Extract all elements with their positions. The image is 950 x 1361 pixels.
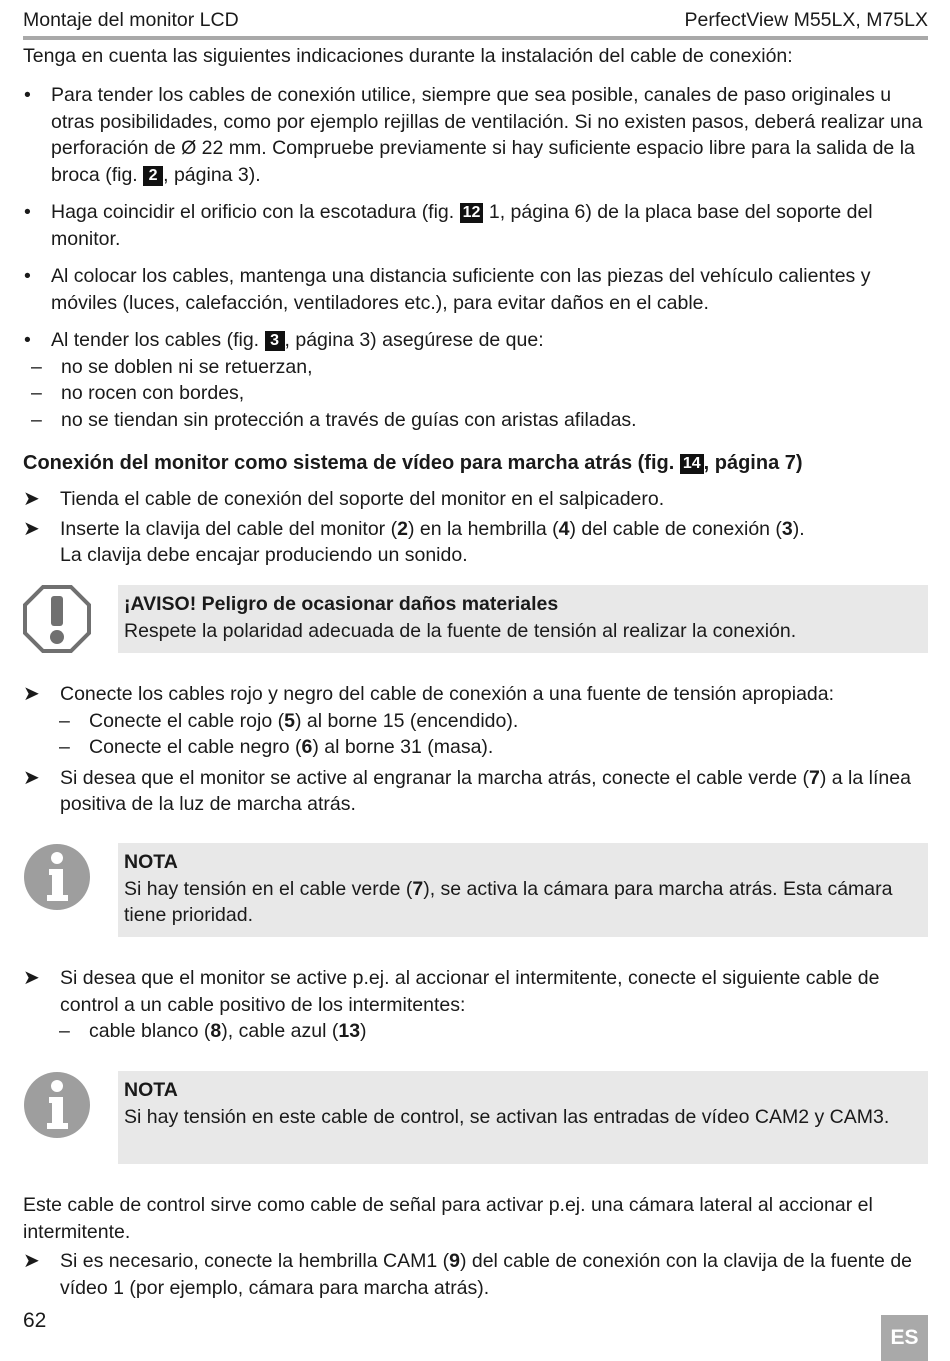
page-header <box>23 7 928 40</box>
step: ➤ Conecte los cables rojo y negro del cable de conexión a una fuente de tensión apropiada: – Conecte el cable rojo (5) al borne 15 (encendido). – Conecte el cable negro (6) al borne 31 (masa). <box>23 681 928 761</box>
list-item: – Conecte el cable negro (6) al borne 31 (masa). <box>51 734 928 761</box>
page-number: 62 <box>23 1309 47 1332</box>
header-product-name: PerfectView M55LX, M75LX <box>684 9 928 31</box>
note-title: NOTA <box>124 851 178 873</box>
note-text: Si hay tensión en este cable de control, se activan las entradas de vídeo CAM2 y CAM3. <box>124 1105 890 1128</box>
warning-notice <box>23 585 928 653</box>
warning-text: Respete la polaridad adecuada de la fuente de tensión al realizar la conexión. <box>124 619 797 642</box>
intro-text: Tenga en cuenta las siguientes indicaciones durante la instalación del cable de conexión: <box>23 45 793 67</box>
list-item: – no se doblen ni se retuerzan, <box>23 354 928 381</box>
figure-ref: 3 <box>265 331 285 351</box>
control-cables <box>23 1018 928 1045</box>
figure-ref: 14 <box>680 454 704 474</box>
step: ➤ Si desea que el monitor se active al engranar la marcha atrás, conecte el cable verde (7) a la línea positiva de la luz de marcha atrás. <box>23 766 911 815</box>
warning-title: ¡AVISO! Peligro de ocasionar daños materiales <box>124 593 559 615</box>
note-text: Si hay tensión en el cable verde (7), se activa la cámara para marcha atrás. Esta cámara tiene prioridad. <box>124 877 893 926</box>
list-item: – no rocen con bordes, <box>23 380 928 407</box>
header-section-title: Montaje del monitor LCD <box>23 9 239 31</box>
figure-ref: 12 <box>460 203 484 223</box>
warning-box <box>118 585 928 653</box>
list-item: – cable blanco (8), cable azul (13) <box>51 1018 928 1045</box>
steps-group-3 <box>23 965 928 1045</box>
laying-conditions <box>23 354 928 434</box>
list-item: – no se tiendan sin protección a través de guías con aristas afiladas. <box>23 407 928 434</box>
bullet-alignment: • Haga coincidir el orificio con la escotadura (fig. 12 1, página 6) de la placa base del soporte del monitor. <box>23 199 928 252</box>
steps-group-1 <box>23 486 928 569</box>
note-content <box>118 843 928 937</box>
step: ➤ Tienda el cable de conexión del soporte del monitor en el salpicadero. <box>23 486 928 513</box>
language-badge: ES <box>881 1315 928 1361</box>
bullet-laying: • Al tender los cables (fig. 3 , página 3) asegúrese de que: – no se doblen ni se retuerzan, – no rocen con bordes, – no se tiendan sin protección a través de guías con aristas afiladas. <box>23 327 928 433</box>
step-arrow-icon: ➤ <box>23 766 40 789</box>
warning-octagon-icon <box>23 585 91 653</box>
power-connections <box>23 708 928 761</box>
closing-text: Este cable de control sirve como cable de señal para activar p.ej. una cámara lateral al accionar el intermitente. <box>23 1194 873 1243</box>
installation-bullets <box>23 82 928 444</box>
section-heading: Conexión del monitor como sistema de vídeo para marcha atrás (fig. 14 , página 7) <box>23 452 803 474</box>
step-arrow-icon: ➤ <box>23 488 40 510</box>
note-content <box>118 1071 928 1164</box>
steps-group-4 <box>23 1248 928 1301</box>
step: ➤ Si es necesario, conecte la hembrilla CAM1 (9) del cable de conexión con la clavija de la fuente de vídeo 1 (por ejemplo, cámara para marcha atrás). <box>23 1250 913 1299</box>
step: ➤ Inserte la clavija del cable del monitor (2) en la hembrilla (4) del cable de conexión (3). La clavija debe encajar produciendo un sonido. <box>23 517 805 566</box>
step-arrow-icon: ➤ <box>23 683 40 705</box>
step: ➤ Si desea que el monitor se active p.ej. al accionar el intermitente, conecte el siguiente cable de control a un cable positivo de los intermitentes: – cable blanco (8), cable azul (13) <box>23 965 928 1045</box>
steps-group-2 <box>23 681 928 818</box>
step-arrow-icon: ➤ <box>23 1250 40 1272</box>
step-arrow-icon: ➤ <box>23 967 40 989</box>
note-box-1 <box>23 843 928 937</box>
step-arrow-icon: ➤ <box>23 517 40 540</box>
bullet-distance: • Al colocar los cables, mantenga una distancia suficiente con las piezas del vehículo calientes y móviles (luces, calefacción, ventiladores etc.), para evitar daños en el cable. <box>23 263 928 316</box>
list-item: – Conecte el cable rojo (5) al borne 15 (encendido). <box>51 708 928 735</box>
bullet-routing: • Para tender los cables de conexión utilice, siempre que sea posible, canales de paso originales u otras posibilidades, como por ejemplo rejillas de ventilación. Si no existen pasos, deberá realizar una perforación de Ø 22 mm. Compruebe previamente si hay suficiente espacio libre para la salida de la broca (fig. 2 , página 3). <box>23 82 928 188</box>
info-icon <box>23 843 91 911</box>
info-icon <box>23 1071 91 1139</box>
note-title: NOTA <box>124 1079 178 1101</box>
figure-ref: 2 <box>143 166 163 186</box>
note-box-2 <box>23 1071 928 1164</box>
